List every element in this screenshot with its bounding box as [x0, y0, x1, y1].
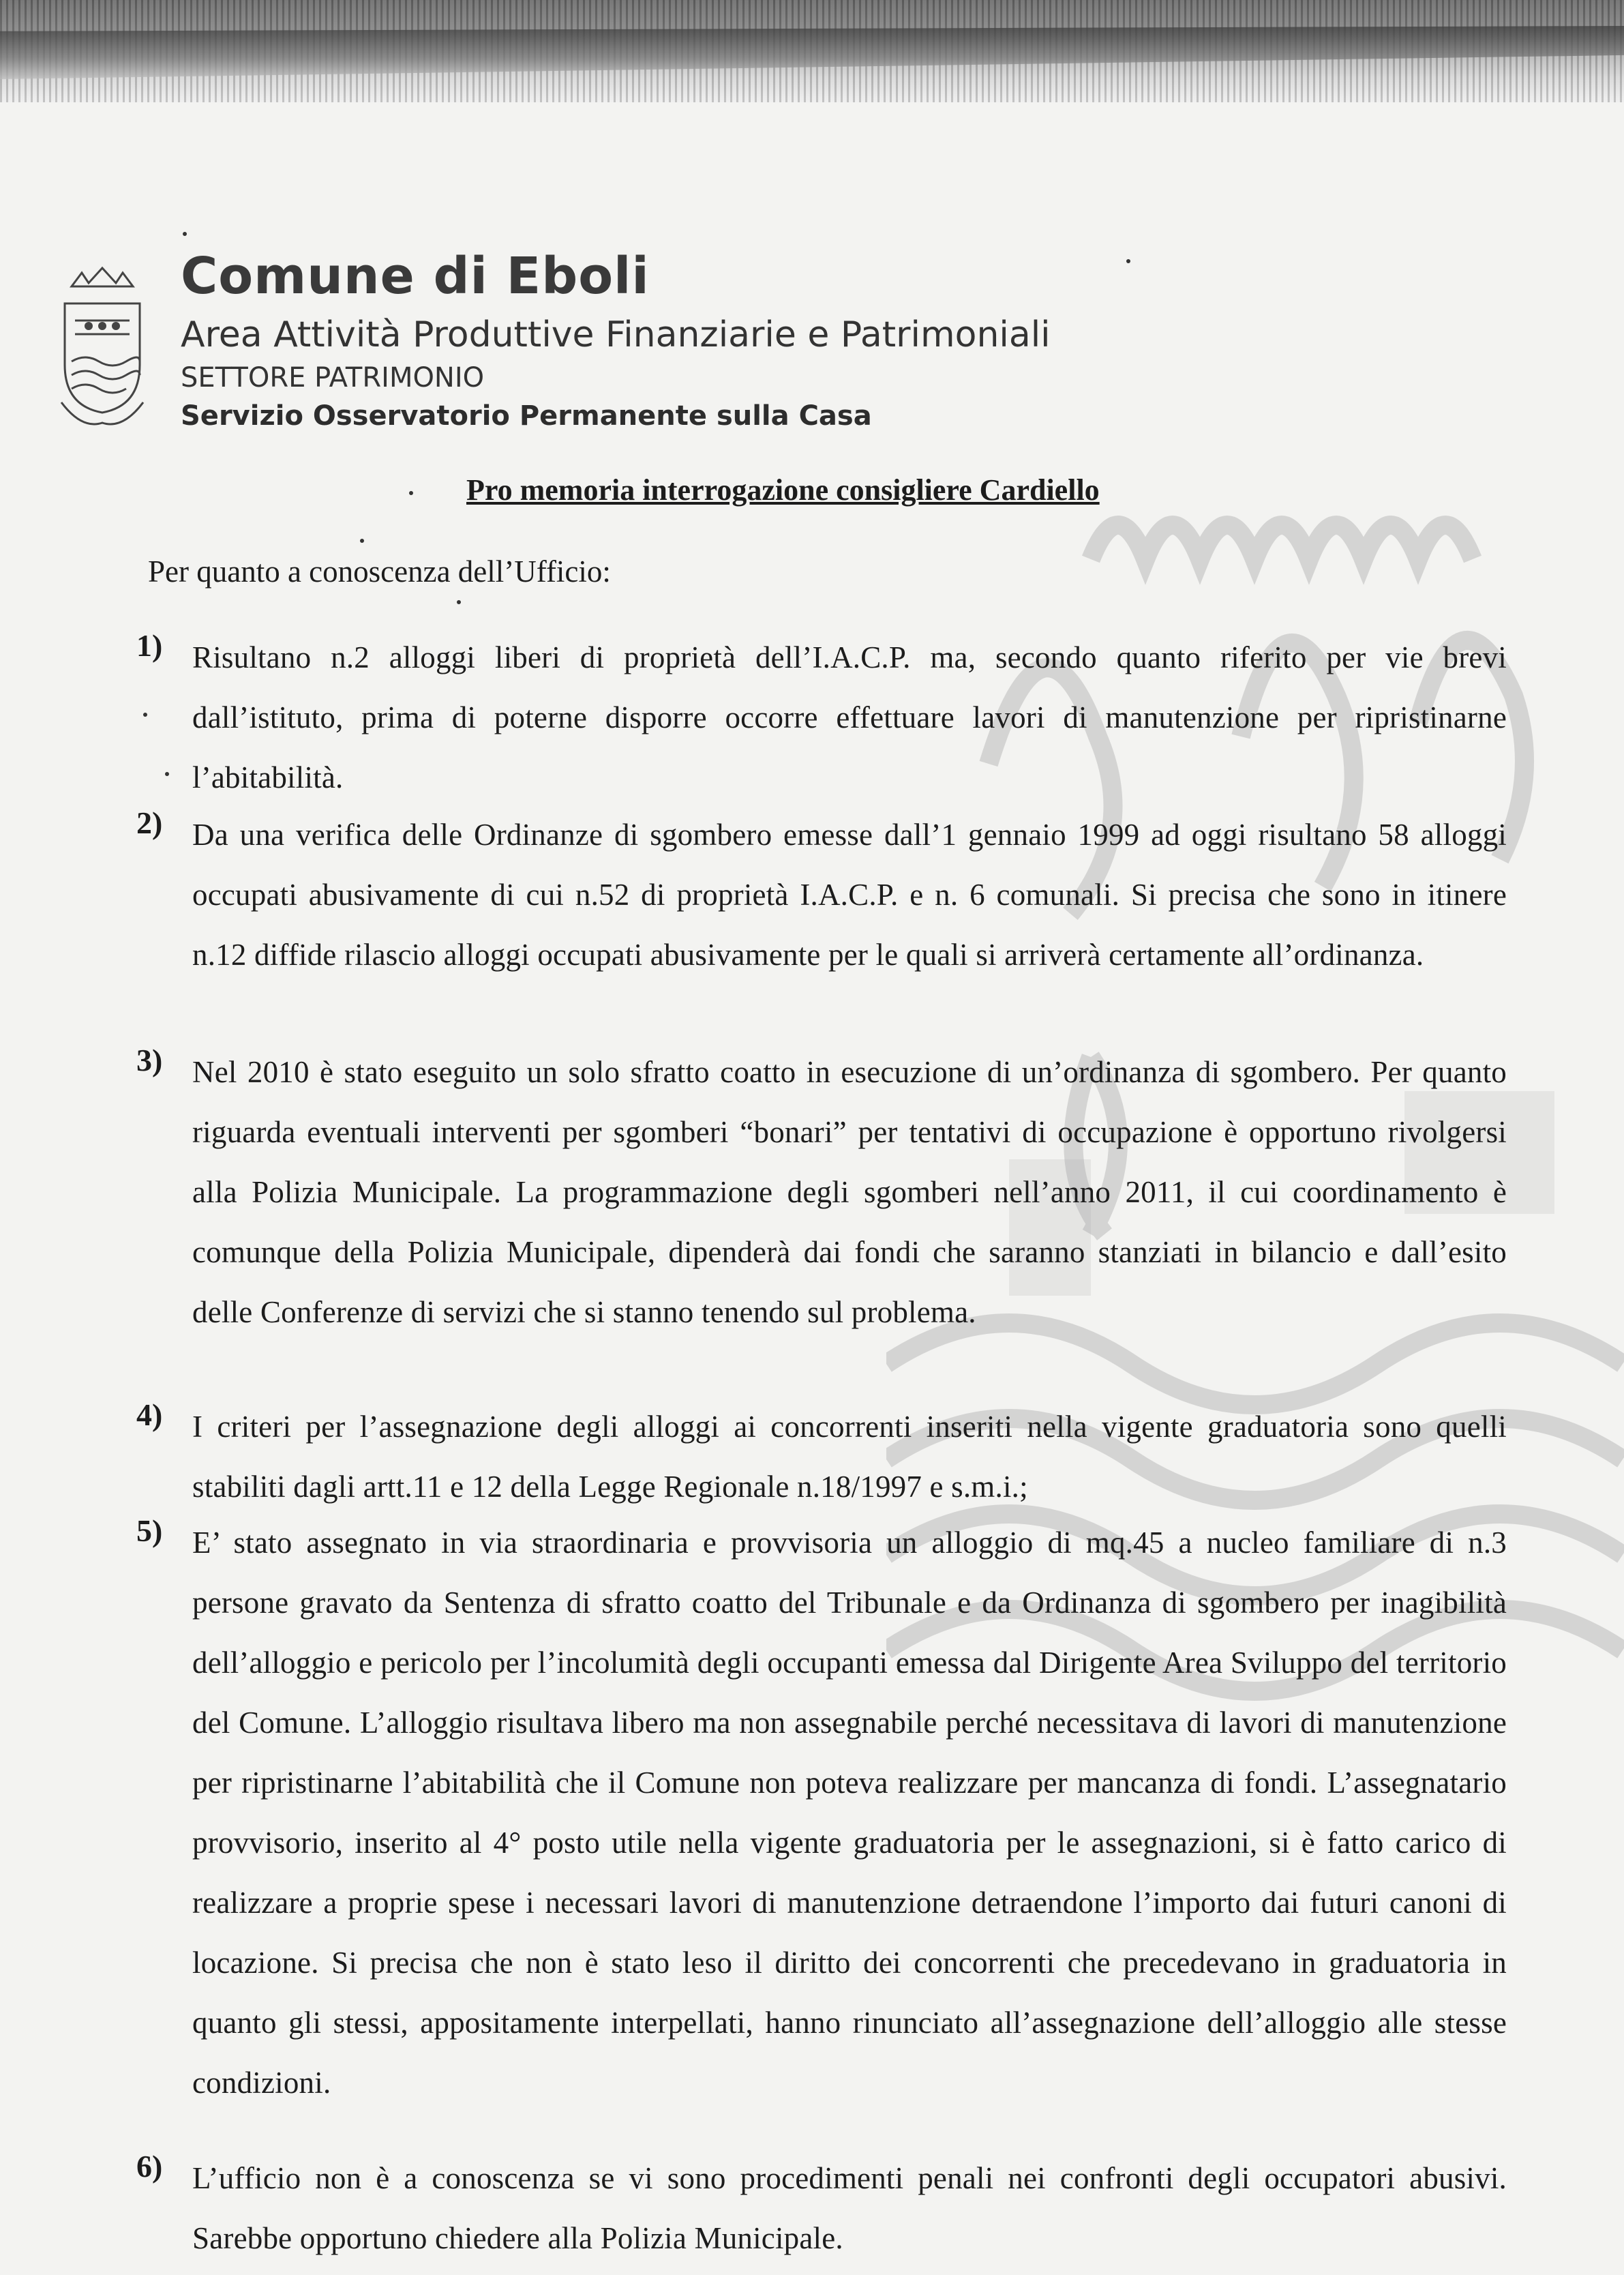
scan-top-edge — [0, 0, 1624, 102]
item-text: Nel 2010 è stato eseguito un solo sfratto coatto in esecuzione di un’ordinanza di sgombero. Per quanto riguarda eventuali interventi per sgomberi “bonari” per tentativi di occupazione è opportuno rivolgersi alla Polizia Municipale. La programmazione degli sgomberi nell’anno 2011, il cui coordinamento è comunque della Polizia Municipale, dipenderà dai fondi che saranno stanziati in bilancio e dall’esito delle Conferenze di servizi che si stanno tenendo sul problema. — [192, 1055, 1507, 1329]
list-item — [136, 2148, 1507, 2268]
item-number: 4) — [136, 1397, 163, 1432]
department-sector: SETTORE PATRIMONIO — [181, 362, 485, 393]
item-number: 3) — [136, 1043, 163, 1077]
document-title: Pro memoria interrogazione consigliere Cardiello — [466, 473, 1100, 507]
item-number: 2) — [136, 805, 163, 840]
list-item — [136, 805, 1507, 985]
item-text: E’ stato assegnato in via straordinaria e provvisoria un alloggio di mq.45 a nucleo familiare di n.3 persone gravato da Sentenza di sfratto coatto del Tribunale e da Ordinanza di sgombero per inagibilità dell’alloggio e pericolo per l’incolumità degli occupanti emessa dal Dirigente Area Sviluppo del territorio del Comune. L’alloggio risultava libero ma non assegnabile perché necessitava di lavori di manutenzione per ripristinarne l’abitabilità che il Comune non poteva realizzare per mancanza di fondi. L’assegnatario provvisorio, inserito al 4° posto utile nella vigente graduatoria per le assegnazioni, si è fatto carico di realizzare a proprie spese i necessari lavori di manutenzione detraendone l’importo dai futuri canoni di locazione. Si precisa che non è stato leso il diritto dei concorrenti che precedevano in graduatoria in quanto gli stessi, appositamente interpellati, hanno rinunciato all’assegnazione dell’alloggio alle stesse condizioni. — [192, 1526, 1507, 2100]
scan-speck — [1126, 259, 1130, 263]
municipal-crest-icon — [58, 266, 147, 436]
item-number: 6) — [136, 2149, 163, 2184]
municipality-name: Comune di Eboli — [181, 247, 650, 306]
list-item — [136, 627, 1507, 807]
list-item — [136, 1513, 1507, 2113]
scan-speck — [409, 491, 413, 495]
scan-speck — [183, 232, 187, 236]
list-item — [136, 1397, 1507, 1517]
scan-speck — [143, 713, 147, 717]
scan-speck — [165, 772, 169, 776]
scan-speck — [360, 539, 364, 543]
item-text: L’ufficio non è a conoscenza se vi sono procedimenti penali nei confronti degli occupatori abusivi. Sarebbe opportuno chiedere alla Polizia Municipale. — [192, 2161, 1507, 2255]
item-text: Risultano n.2 alloggi liberi di proprietà dell’I.A.C.P. ma, secondo quanto riferito per vie brevi dall’istituto, prima di poterne disporre occorre effettuare lavori di manutenzione per ripristinarne l’abitabilità. — [192, 640, 1507, 794]
list-item — [136, 1042, 1507, 1342]
item-number: 5) — [136, 1513, 163, 1548]
department-area: Area Attività Produttive Finanziarie e Patrimoniali — [181, 314, 1051, 355]
department-service: Servizio Osservatorio Permanente sulla Casa — [181, 400, 872, 432]
document-intro: Per quanto a conoscenza dell’Ufficio: — [148, 554, 611, 589]
item-text: I criteri per l’assegnazione degli alloggi ai concorrenti inseriti nella vigente graduatoria sono quelli stabiliti dagli artt.11 e 12 della Legge Regionale n.18/1997 e s.m.i.; — [192, 1410, 1507, 1504]
item-text: Da una verifica delle Ordinanze di sgombero emesse dall’1 gennaio 1999 ad oggi risultano 58 alloggi occupati abusivamente di cui n.52 di proprietà I.A.C.P. e n. 6 comunali. Si precisa che sono in itinere n.12 diffide rilascio alloggi occupati abusivamente per le quali si arriverà certamente all’ordinanza. — [192, 818, 1507, 972]
scan-speck — [457, 600, 461, 604]
item-number: 1) — [136, 628, 163, 663]
